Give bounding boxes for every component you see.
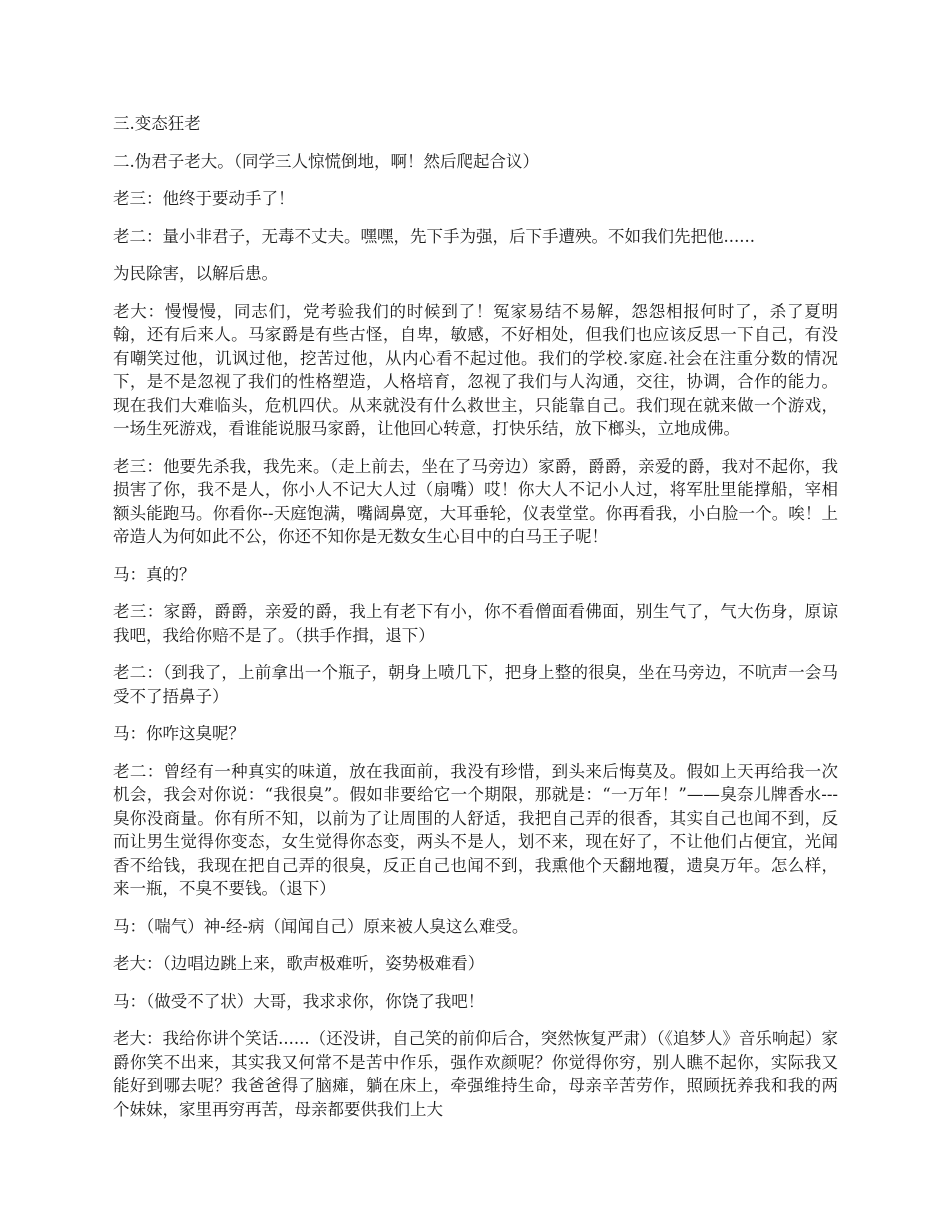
subheading-paragraph: 二.伪君子老大。（同学三人惊慌倒地，啊！然后爬起合议） — [113, 151, 539, 171]
dialogue-paragraph: 老大：（边唱边跳上来，歌声极难听，姿势极难看） — [113, 954, 485, 973]
dialogue-paragraph: 马：（喘气）神-经-病（闻闻自己）原来被人臭这么难受。 — [113, 916, 529, 936]
dialogue-paragraph: 老三：家爵，爵爵，亲爱的爵，我上有老下有小，你不看僧面看佛面，别生气了，气大伤身，原谅我吧，我给你赔不是了。（拱手作揖，退下） — [113, 602, 838, 645]
dialogue-paragraph: 老大：我给你讲个笑话......（还没讲，自己笑的前仰后合，突然恢复严肃）（《追梦人》音乐响起）家爵你笑不出来，其实我又何常不是苦中作乐，强作欢颜呢？你觉得你穷，别人瞧不起你，实际我又能好到哪去呢？我爸爸得了脑瘫，躺在床上，牵强维持生命，母亲辛苦劳作，照顾抚养我和我的两个妹妹，家里再穷再苦，母亲都要供我们上大 — [113, 1029, 838, 1119]
dialogue-paragraph: 马：你咋这臭呢？ — [113, 724, 245, 743]
document-body — [113, 112, 838, 1135]
dialogue-paragraph: 为民除害，以解后患。 — [113, 264, 278, 283]
dialogue-paragraph: 马：真的？ — [113, 564, 196, 584]
dialogue-paragraph: 老大：慢慢慢，同志们，党考验我们的时候到了！冤家易结不易解，怨怨相报何时了，杀了夏明翰，还有后来人。马家爵是有些古怪，自卑，敏感，不好相处，但我们也应该反思一下自己，有没有嘲笑过他，讥讽过他，挖苦过他，从内心看不起过他。我们的学校.家庭.社会在注重分数的情况下，是不是忽视了我们的性格塑造，人格培育，忽视了我们与人沟通，交往，协调，合作的能力。现在我们大难临头，危机四伏。从来就没有什么救世主，只能靠自己。我们现在就来做一个游戏，一场生死游戏，看谁能说服马家爵，让他回心转意，打快乐结，放下榔头，立地成佛。 — [113, 301, 838, 438]
dialogue-paragraph: 老三：他终于要动手了！ — [113, 189, 295, 208]
section-heading: 三.变态狂老 — [113, 114, 201, 133]
dialogue-paragraph: 老二：（到我了，上前拿出一个瓶子，朝身上喷几下，把身上整的很臭，坐在马旁边，不吭声一会马受不了捂鼻子） — [113, 663, 838, 706]
dialogue-paragraph: 老二：曾经有一种真实的味道，放在我面前，我没有珍惜，到头来后悔莫及。假如上天再给我一次机会，我会对你说：“我很臭”。假如非要给它一个期限，那就是：“一万年！”——臭奈儿牌香水---臭你没商量。你有所不知，以前为了让周围的人舒适，我把自己弄的很香，其实自己也闻不到，反而让男生觉得你变态，女生觉得你态变，两头不是人，划不来，现在好了，不让他们占便宜，光闻香不给钱，我现在把自己弄的很臭，反正自己也闻不到，我熏他个天翻地覆，遗臭万年。怎么样，来一瓶，不臭不要钱。（退下） — [113, 761, 838, 898]
dialogue-paragraph: 马：（做受不了状）大哥，我求求你，你饶了我吧！ — [113, 991, 485, 1011]
dialogue-paragraph: 老三：他要先杀我，我先来。（走上前去，坐在了马旁边）家爵，爵爵，亲爱的爵，我对不起你，我损害了你，我不是人，你小人不记大人过（扇嘴）哎！你大人不记小人过，将军肚里能撑船，宰相额头能跑马。你看你--天庭饱满，嘴阔鼻宽，大耳垂轮，仪表堂堂。你再看我，小白脸一个。唉！上帝造人为何如此不公，你还不知你是无数女生心目中的白马王子呢！ — [113, 456, 838, 546]
dialogue-paragraph: 老二：量小非君子，无毒不丈夫。嘿嘿，先下手为强，后下手遭殃。不如我们先把他...... — [113, 226, 755, 246]
